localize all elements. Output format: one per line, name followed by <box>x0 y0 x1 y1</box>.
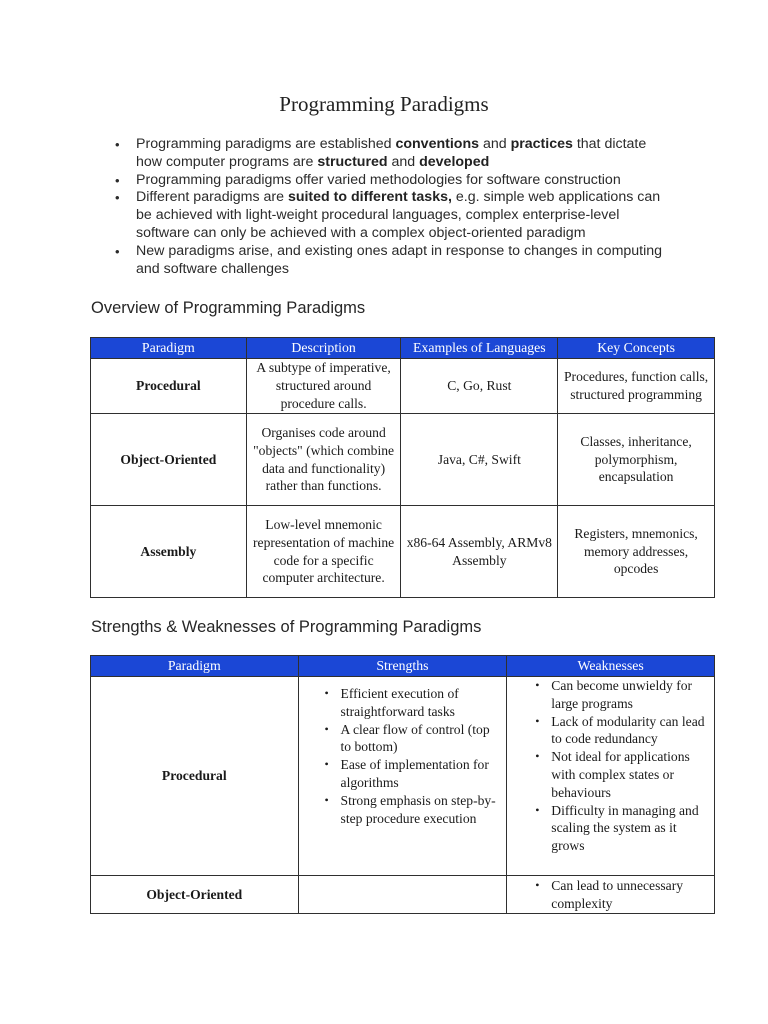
list-item: • Different paradigms are suited to different tasks, e.g. simple web applications can be achieved with light-weight procedural languages, complex enterprise-level software can only be achieved with a complex object-oriented paradigm <box>112 189 672 242</box>
column-header: Weaknesses <box>507 656 715 677</box>
list-item: • Can become unwieldy for large programs <box>529 677 710 713</box>
list-item: • Ease of implementation for algorithms <box>319 756 497 792</box>
page-title: Programming Paradigms <box>279 92 489 116</box>
list-item: • Lack of modularity can lead to code redundancy <box>529 713 710 749</box>
column-header: Description <box>246 338 401 359</box>
strengths-list <box>301 685 497 827</box>
list-item: • Efficient execution of straightforward tasks <box>319 685 497 721</box>
description-cell: A subtype of imperative, structured around procedure calls. <box>246 359 401 414</box>
description-cell: Organises code around "objects" (which combine data and functionality) rather than functions. <box>246 414 401 506</box>
list-item: • New paradigms arise, and existing ones adapt in response to changes in computing and software challenges <box>112 243 672 279</box>
list-item: • Programming paradigms are established conventions and practices that dictate how computer programs are structured and developed <box>112 136 672 172</box>
paradigm-cell: Procedural <box>91 359 247 414</box>
table-header-row <box>91 338 715 359</box>
list-item: • Programming paradigms offer varied methodologies for software construction <box>112 172 672 190</box>
description-cell: Low-level mnemonic representation of machine code for a specific computer architecture. <box>246 506 401 598</box>
paradigm-cell: Object-Oriented <box>91 876 299 914</box>
table-row <box>91 677 715 876</box>
strengths-weaknesses-table <box>90 655 715 914</box>
list-item: • Difficulty in managing and scaling the system as it grows <box>529 802 710 855</box>
list-item: • Strong emphasis on step-by-step procedure execution <box>319 792 497 828</box>
paradigm-cell: Procedural <box>91 677 299 876</box>
examples-cell: x86-64 Assembly, ARMv8 Assembly <box>401 506 558 598</box>
column-header: Paradigm <box>91 656 299 677</box>
strengths-cell <box>298 677 507 876</box>
column-header: Key Concepts <box>558 338 715 359</box>
concepts-cell: Registers, mnemonics, memory addresses, opcodes <box>558 506 715 598</box>
concepts-cell: Classes, inheritance, polymorphism, encapsulation <box>558 414 715 506</box>
column-header: Examples of Languages <box>401 338 558 359</box>
paradigm-cell: Assembly <box>91 506 247 598</box>
concepts-cell: Procedures, function calls, structured programming <box>558 359 715 414</box>
weaknesses-list <box>509 677 710 855</box>
weaknesses-cell <box>507 677 715 876</box>
weaknesses-list <box>509 877 710 913</box>
overview-table <box>90 337 715 598</box>
examples-cell: C, Go, Rust <box>401 359 558 414</box>
strengths-weaknesses-heading: Strengths & Weaknesses of Programming Paradigms <box>91 618 482 636</box>
paradigm-cell: Object-Oriented <box>91 414 247 506</box>
table-header-row <box>91 656 715 677</box>
table-row <box>91 359 715 414</box>
strengths-cell <box>298 876 507 914</box>
column-header: Paradigm <box>91 338 247 359</box>
table-row <box>91 876 715 914</box>
intro-bullet-list <box>112 136 672 278</box>
weaknesses-cell <box>507 876 715 914</box>
list-item: • Not ideal for applications with complex states or behaviours <box>529 748 710 801</box>
list-item: • A clear flow of control (top to bottom) <box>319 721 497 757</box>
table-row <box>91 506 715 598</box>
overview-heading: Overview of Programming Paradigms <box>91 299 366 317</box>
column-header: Strengths <box>298 656 507 677</box>
examples-cell: Java, C#, Swift <box>401 414 558 506</box>
table-row <box>91 414 715 506</box>
list-item: • Can lead to unnecessary complexity <box>529 877 710 913</box>
